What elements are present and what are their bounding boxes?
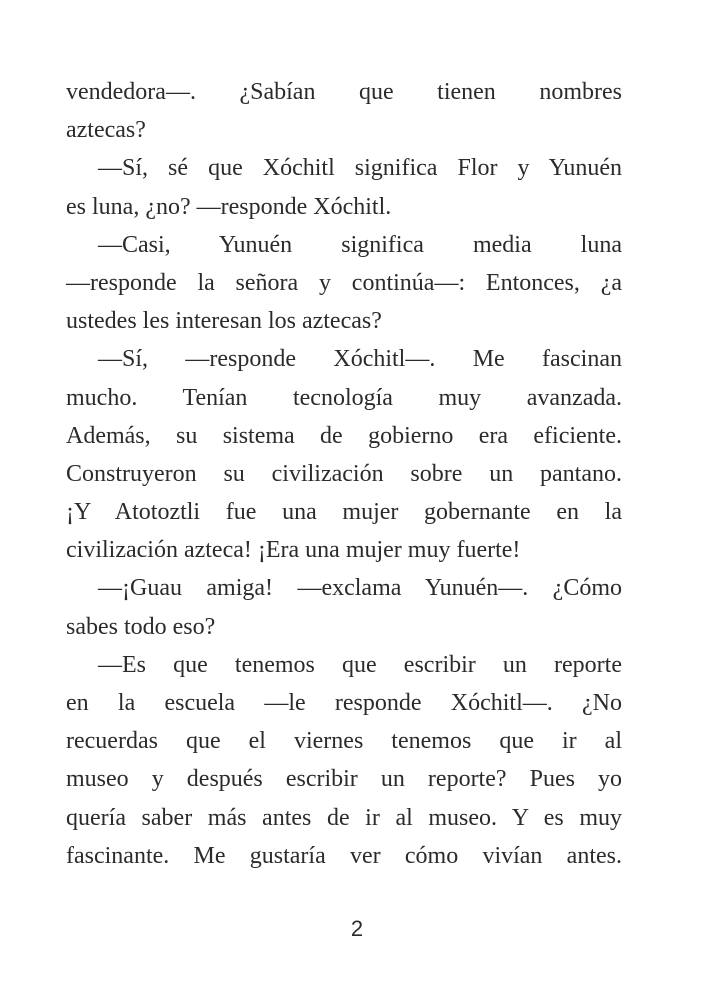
text-line: ustedes les interesan los aztecas? [66,308,382,335]
text-line: —Casi, Yunuén significa media luna [98,231,622,258]
text-line: Además, su sistema de gobierno era eficiente. [66,422,622,449]
text-line: es luna, ¿no? —responde Xóchitl. [66,193,392,220]
text-line: museo y después escribir un reporte? Pues yo [66,766,622,793]
text-line: ¡Y Atotoztli fue una mujer gobernante en la [66,499,622,526]
story-text [66,73,622,875]
text-line: aztecas? [66,117,146,144]
text-line: en la escuela —le responde Xóchitl—. ¿No [66,690,622,716]
text-line: recuerdas que el viernes tenemos que ir al [66,728,622,755]
text-line: Construyeron su civilización sobre un pantano. [66,460,622,487]
text-line: civilización azteca! ¡Era una mujer muy fuerte! [66,537,521,564]
text-line: fascinante. Me gustaría ver cómo vivían antes. [66,842,622,869]
text-line: —¡Guau amiga! —exclama Yunuén—. ¿Cómo [98,575,622,602]
text-line: sabes todo eso? [66,613,216,640]
text-line: —Sí, sé que Xóchitl significa Flor y Yunuén [98,155,622,182]
text-line: —Es que tenemos que escribir un reporte [98,651,622,678]
text-line: mucho. Tenían tecnología muy avanzada. [66,384,622,411]
text-line: quería saber más antes de ir al museo. Y es muy [66,804,622,831]
page-number: 2 [350,916,364,941]
text-line: —Sí, —responde Xóchitl—. Me fascinan [98,346,622,373]
text-line: vendedora—. ¿Sabían que tienen nombres [66,79,622,105]
text-line: —responde la señora y continúa—: Entonces, ¿a [66,269,622,296]
